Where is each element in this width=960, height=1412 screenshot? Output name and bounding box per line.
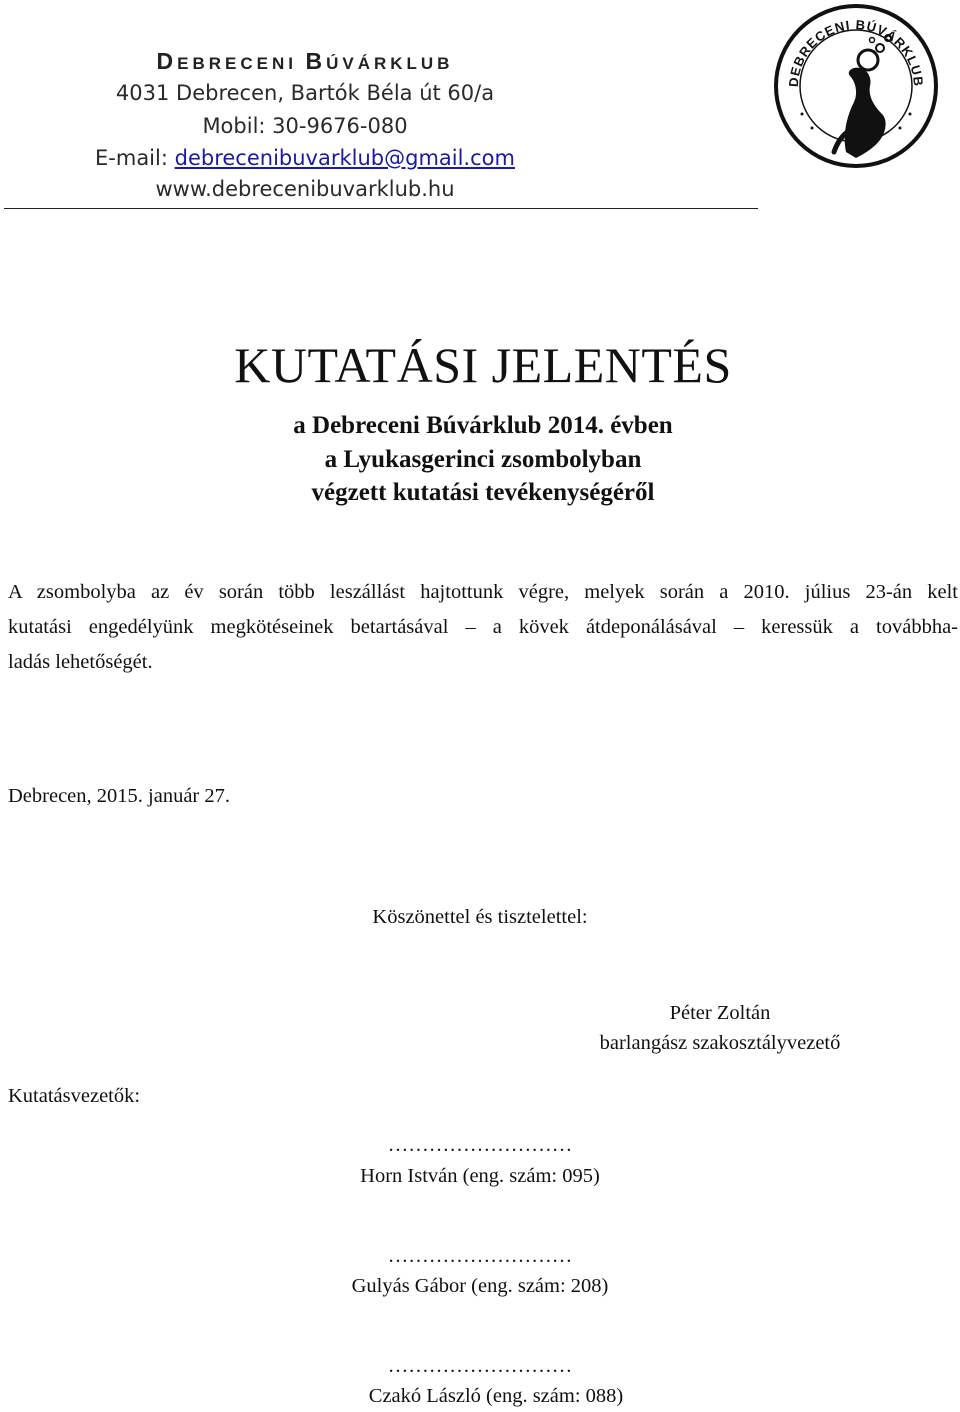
report-paragraph bbox=[8, 575, 958, 680]
club-mobile: Mobil: 30-9676-080 bbox=[202, 114, 408, 138]
paragraph-line-2: kutatási engedélyünk megkötéseinek betartásával – a kövek átdeponálásával – keressük a továbbha- bbox=[8, 616, 958, 638]
researcher-2: Gulyás Gábor (eng. szám: 208) bbox=[351, 1275, 609, 1297]
leader-name: Péter Zoltán bbox=[669, 1002, 771, 1024]
email-label: E-mail: bbox=[95, 146, 168, 170]
subtitle-line-3: végzett kutatási tevékenységéről bbox=[311, 479, 655, 506]
signature-dots-3: ……………………… bbox=[387, 1355, 573, 1377]
researcher-1: Horn István (eng. szám: 095) bbox=[360, 1165, 600, 1187]
signature-dots-2: ……………………… bbox=[387, 1245, 573, 1267]
signature-dots-1: ……………………… bbox=[387, 1134, 573, 1156]
club-address: 4031 Debrecen, Bartók Béla út 60/a bbox=[115, 81, 495, 105]
researcher-3: Czakó László (eng. szám: 088) bbox=[368, 1385, 624, 1407]
leader-title: barlangász szakosztályvezető bbox=[599, 1032, 841, 1054]
subtitle-line-1: a Debreceni Búvárklub 2014. évben bbox=[293, 412, 673, 439]
document-title: KUTATÁSI JELENTÉS bbox=[234, 337, 732, 393]
closing-text: Köszönettel és tisztelettel: bbox=[372, 906, 588, 928]
subtitle-line-2: a Lyukasgerinci zsombolyban bbox=[324, 446, 642, 473]
logo-text: DEBRECENI BÚVÁRKLUB bbox=[785, 17, 927, 88]
club-website[interactable]: www.debrecenibuvarklub.hu bbox=[155, 177, 455, 201]
email-link[interactable]: debrecenibuvarklub@gmail.com bbox=[174, 146, 515, 170]
club-email-line bbox=[0, 146, 610, 170]
letterhead-divider bbox=[4, 208, 758, 209]
place-date: Debrecen, 2015. január 27. bbox=[8, 785, 230, 807]
paragraph-line-1: A zsombolyba az év során több leszállást hajtottunk végre, melyek során a 2010. július 23-án kelt bbox=[8, 581, 958, 603]
researchers-label: Kutatásvezetők: bbox=[8, 1085, 141, 1107]
paragraph-line-3: ladás lehetőségét. bbox=[8, 651, 153, 673]
club-name: DEBRECENI BÚVÁRKLUB bbox=[156, 48, 454, 74]
club-logo bbox=[772, 2, 940, 170]
